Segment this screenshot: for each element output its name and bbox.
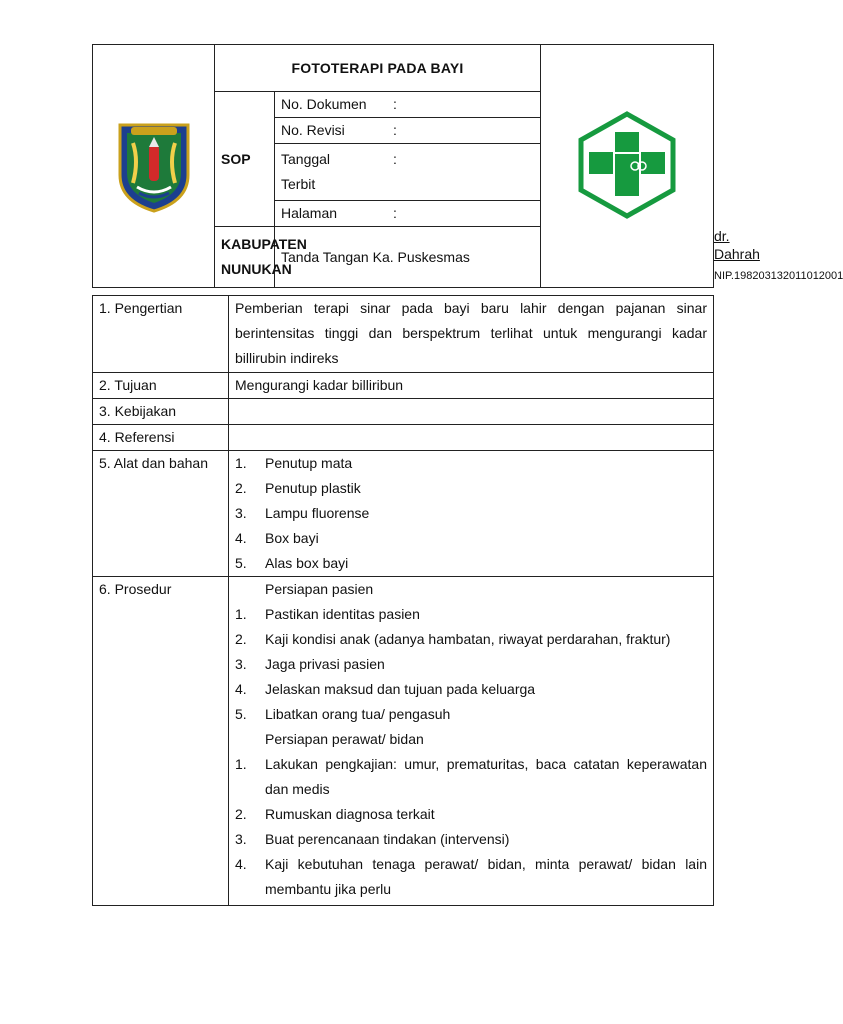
section-label: 4. Referensi <box>93 425 229 451</box>
field-no-dokumen: No. Dokumen : <box>275 92 541 118</box>
list-item: 1. Pastikan identitas pasien <box>235 606 420 622</box>
list-item: 2. Kaji kondisi anak (adanya hambatan, riwayat perdarahan, fraktur) <box>235 631 671 647</box>
prosedur-list <box>229 577 714 906</box>
kabupaten-logo-cell <box>93 45 215 288</box>
row-alat-bahan <box>93 451 714 577</box>
list-item: 3. Jaga privasi pasien <box>235 656 385 672</box>
puskesmas-logo-icon <box>575 110 679 220</box>
kebijakan-text <box>229 399 714 425</box>
referensi-text <box>229 425 714 451</box>
field-no-revisi: No. Revisi : <box>275 118 541 144</box>
row-referensi <box>93 425 714 451</box>
list-item: 3. Buat perencanaan tindakan (intervensi) <box>235 831 510 847</box>
row-kebijakan <box>93 399 714 425</box>
list-item: 5. Alas box bayi <box>235 555 349 571</box>
signature-label: Tanda Tangan Ka. Puskesmas <box>275 227 714 288</box>
list-item: 1. Penutup mata <box>235 455 353 471</box>
sop-content-table <box>92 295 714 906</box>
prosedur-group-title: Persiapan pasien <box>265 581 374 597</box>
section-label: 6. Prosedur <box>93 577 229 906</box>
prosedur-group-title: Persiapan perawat/ bidan <box>265 731 424 747</box>
alat-list <box>229 451 714 577</box>
section-label: 5. Alat dan bahan <box>93 451 229 577</box>
list-item: 4. Box bayi <box>235 530 319 546</box>
row-pengertian <box>93 296 714 373</box>
pengertian-text: Pemberian terapi sinar pada bayi baru lahir dengan pajanan sinar berintensitas tinggi dan berspektrum terlihat untuk mengurangi kadar billirubin indireks <box>229 296 714 373</box>
list-item: 4. Kaji kebutuhan tenaga perawat/ bidan, minta perawat/ bidan lain membantu jika perlu <box>235 856 707 897</box>
list-item: 3. Lampu fluorense <box>235 505 370 521</box>
kabupaten-name: KABUPATEN NUNUKAN <box>215 227 275 288</box>
row-prosedur <box>93 577 714 906</box>
field-tanggal-terbit: Tanggal : Terbit <box>275 144 541 201</box>
section-label: 2. Tujuan <box>93 373 229 399</box>
tujuan-text: Mengurangi kadar billiribun <box>229 373 714 399</box>
list-item: 5. Libatkan orang tua/ pengasuh <box>235 706 451 722</box>
list-item: 4. Jelaskan maksud dan tujuan pada keluarga <box>235 681 536 697</box>
sop-label: SOP <box>215 92 275 227</box>
section-label: 1. Pengertian <box>93 296 229 373</box>
field-halaman: Halaman : <box>275 201 541 227</box>
sop-header-table: FOTOTERAPI PADA BAYI SOP No. Dokumen : No. Revisi : Tanggal : Terbit Halaman : KABUPATEN NUNUKAN Tanda Tangan Ka. Puskesmas dr. Dahrah NIP.198203132011012001 <box>92 44 714 288</box>
list-item: 2. Rumuskan diagnosa terkait <box>235 806 435 822</box>
list-item: 1. Lakukan pengkajian: umur, prematuritas, baca catatan keperawatan dan medis <box>235 756 707 797</box>
row-tujuan <box>93 373 714 399</box>
kabupaten-nunukan-emblem-icon <box>115 117 193 213</box>
list-item: 2. Penutup plastik <box>235 480 361 496</box>
document-title: FOTOTERAPI PADA BAYI <box>215 45 541 92</box>
section-label: 3. Kebijakan <box>93 399 229 425</box>
